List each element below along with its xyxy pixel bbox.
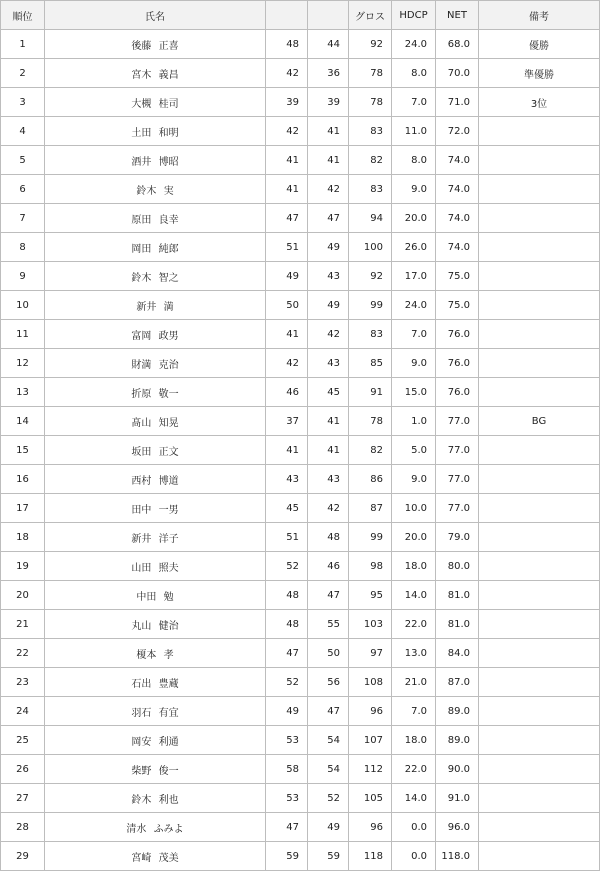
cell-name: 後藤 正喜 <box>45 30 266 59</box>
cell-gross: 98 <box>349 552 392 581</box>
cell-gross: 82 <box>349 436 392 465</box>
header-row <box>1 1 600 30</box>
table-row <box>1 784 600 813</box>
cell-net: 74.0 <box>436 146 479 175</box>
cell-gross: 107 <box>349 726 392 755</box>
cell-remarks: BG <box>479 407 600 436</box>
cell-out: 46 <box>266 378 308 407</box>
cell-rank: 12 <box>1 349 45 378</box>
cell-name: 西村 博道 <box>45 465 266 494</box>
cell-gross: 99 <box>349 523 392 552</box>
cell-hdcp: 10.0 <box>392 494 436 523</box>
cell-remarks <box>479 465 600 494</box>
cell-in: 46 <box>308 552 349 581</box>
cell-in: 54 <box>308 726 349 755</box>
cell-in: 43 <box>308 262 349 291</box>
cell-hdcp: 7.0 <box>392 320 436 349</box>
cell-in: 49 <box>308 291 349 320</box>
cell-gross: 91 <box>349 378 392 407</box>
cell-hdcp: 15.0 <box>392 378 436 407</box>
table-row <box>1 59 600 88</box>
table-row <box>1 697 600 726</box>
cell-name: 髙山 知晃 <box>45 407 266 436</box>
cell-out: 48 <box>266 581 308 610</box>
cell-in: 47 <box>308 581 349 610</box>
cell-hdcp: 20.0 <box>392 204 436 233</box>
cell-rank: 5 <box>1 146 45 175</box>
header-out <box>266 1 308 30</box>
cell-net: 96.0 <box>436 813 479 842</box>
cell-remarks <box>479 552 600 581</box>
cell-rank: 27 <box>1 784 45 813</box>
cell-hdcp: 11.0 <box>392 117 436 146</box>
cell-name: 財満 克治 <box>45 349 266 378</box>
cell-remarks <box>479 320 600 349</box>
cell-net: 72.0 <box>436 117 479 146</box>
cell-net: 87.0 <box>436 668 479 697</box>
cell-net: 75.0 <box>436 262 479 291</box>
table-row <box>1 378 600 407</box>
cell-name: 丸山 健治 <box>45 610 266 639</box>
table-row <box>1 842 600 871</box>
header-gross: グロス <box>349 1 392 30</box>
header-net: NET <box>436 1 479 30</box>
table-row <box>1 175 600 204</box>
cell-in: 55 <box>308 610 349 639</box>
cell-name: 鈴木 智之 <box>45 262 266 291</box>
cell-out: 47 <box>266 639 308 668</box>
cell-gross: 100 <box>349 233 392 262</box>
cell-net: 76.0 <box>436 349 479 378</box>
cell-remarks <box>479 523 600 552</box>
cell-name: 宮木 義昌 <box>45 59 266 88</box>
cell-rank: 2 <box>1 59 45 88</box>
table-row <box>1 88 600 117</box>
cell-remarks <box>479 581 600 610</box>
cell-in: 43 <box>308 349 349 378</box>
cell-rank: 17 <box>1 494 45 523</box>
cell-rank: 29 <box>1 842 45 871</box>
table-row <box>1 349 600 378</box>
cell-name: 中田 勉 <box>45 581 266 610</box>
cell-net: 74.0 <box>436 175 479 204</box>
cell-gross: 118 <box>349 842 392 871</box>
cell-remarks <box>479 726 600 755</box>
cell-in: 39 <box>308 88 349 117</box>
cell-net: 76.0 <box>436 378 479 407</box>
cell-in: 50 <box>308 639 349 668</box>
table-row <box>1 726 600 755</box>
cell-out: 52 <box>266 552 308 581</box>
cell-rank: 9 <box>1 262 45 291</box>
cell-remarks <box>479 349 600 378</box>
cell-hdcp: 9.0 <box>392 349 436 378</box>
cell-name: 岡安 利通 <box>45 726 266 755</box>
cell-net: 74.0 <box>436 204 479 233</box>
cell-hdcp: 21.0 <box>392 668 436 697</box>
table-row <box>1 146 600 175</box>
cell-net: 90.0 <box>436 755 479 784</box>
cell-out: 49 <box>266 262 308 291</box>
cell-gross: 85 <box>349 349 392 378</box>
cell-name: 榎本 孝 <box>45 639 266 668</box>
cell-in: 42 <box>308 175 349 204</box>
cell-hdcp: 17.0 <box>392 262 436 291</box>
cell-remarks <box>479 146 600 175</box>
cell-net: 81.0 <box>436 581 479 610</box>
header-name: 氏名 <box>45 1 266 30</box>
cell-name: 鈴木 実 <box>45 175 266 204</box>
cell-net: 80.0 <box>436 552 479 581</box>
table-row <box>1 668 600 697</box>
cell-hdcp: 24.0 <box>392 30 436 59</box>
cell-out: 41 <box>266 175 308 204</box>
cell-name: 折原 敬一 <box>45 378 266 407</box>
cell-gross: 95 <box>349 581 392 610</box>
cell-hdcp: 0.0 <box>392 813 436 842</box>
cell-hdcp: 5.0 <box>392 436 436 465</box>
cell-net: 76.0 <box>436 320 479 349</box>
table-row <box>1 233 600 262</box>
cell-remarks <box>479 813 600 842</box>
cell-rank: 26 <box>1 755 45 784</box>
cell-net: 118.0 <box>436 842 479 871</box>
cell-rank: 19 <box>1 552 45 581</box>
cell-hdcp: 7.0 <box>392 88 436 117</box>
table-row <box>1 204 600 233</box>
cell-out: 48 <box>266 30 308 59</box>
cell-in: 41 <box>308 117 349 146</box>
cell-in: 42 <box>308 494 349 523</box>
cell-hdcp: 13.0 <box>392 639 436 668</box>
table-body <box>1 30 600 871</box>
cell-name: 新井 洋子 <box>45 523 266 552</box>
table-row <box>1 291 600 320</box>
cell-net: 77.0 <box>436 494 479 523</box>
cell-remarks <box>479 378 600 407</box>
cell-in: 52 <box>308 784 349 813</box>
cell-gross: 87 <box>349 494 392 523</box>
cell-hdcp: 9.0 <box>392 465 436 494</box>
cell-hdcp: 14.0 <box>392 784 436 813</box>
cell-out: 41 <box>266 320 308 349</box>
cell-in: 45 <box>308 378 349 407</box>
cell-name: 土田 和明 <box>45 117 266 146</box>
cell-out: 51 <box>266 523 308 552</box>
cell-remarks <box>479 697 600 726</box>
cell-rank: 28 <box>1 813 45 842</box>
cell-net: 89.0 <box>436 697 479 726</box>
cell-gross: 112 <box>349 755 392 784</box>
cell-gross: 97 <box>349 639 392 668</box>
cell-net: 75.0 <box>436 291 479 320</box>
cell-remarks <box>479 755 600 784</box>
cell-remarks: 準優勝 <box>479 59 600 88</box>
cell-gross: 92 <box>349 262 392 291</box>
cell-name: 羽石 有宜 <box>45 697 266 726</box>
table-row <box>1 813 600 842</box>
cell-rank: 18 <box>1 523 45 552</box>
table-row <box>1 262 600 291</box>
cell-gross: 108 <box>349 668 392 697</box>
cell-out: 58 <box>266 755 308 784</box>
cell-remarks <box>479 784 600 813</box>
table-row <box>1 436 600 465</box>
cell-out: 47 <box>266 204 308 233</box>
cell-remarks <box>479 842 600 871</box>
cell-out: 49 <box>266 697 308 726</box>
cell-net: 91.0 <box>436 784 479 813</box>
cell-rank: 16 <box>1 465 45 494</box>
cell-gross: 99 <box>349 291 392 320</box>
cell-in: 48 <box>308 523 349 552</box>
cell-name: 宮崎 茂美 <box>45 842 266 871</box>
cell-in: 36 <box>308 59 349 88</box>
cell-name: 田中 一男 <box>45 494 266 523</box>
cell-name: 清水 ふみよ <box>45 813 266 842</box>
cell-net: 77.0 <box>436 407 479 436</box>
cell-name: 原田 良幸 <box>45 204 266 233</box>
cell-net: 81.0 <box>436 610 479 639</box>
cell-rank: 25 <box>1 726 45 755</box>
cell-rank: 1 <box>1 30 45 59</box>
table-row <box>1 523 600 552</box>
cell-out: 50 <box>266 291 308 320</box>
cell-rank: 21 <box>1 610 45 639</box>
cell-remarks <box>479 204 600 233</box>
cell-name: 坂田 正文 <box>45 436 266 465</box>
cell-hdcp: 1.0 <box>392 407 436 436</box>
cell-out: 53 <box>266 726 308 755</box>
cell-gross: 83 <box>349 175 392 204</box>
cell-remarks <box>479 262 600 291</box>
table-row <box>1 465 600 494</box>
cell-net: 79.0 <box>436 523 479 552</box>
table-row <box>1 639 600 668</box>
cell-rank: 14 <box>1 407 45 436</box>
cell-net: 77.0 <box>436 436 479 465</box>
table-row <box>1 755 600 784</box>
cell-in: 42 <box>308 320 349 349</box>
cell-remarks <box>479 494 600 523</box>
cell-remarks <box>479 175 600 204</box>
cell-net: 89.0 <box>436 726 479 755</box>
cell-name: 柴野 俊一 <box>45 755 266 784</box>
cell-net: 77.0 <box>436 465 479 494</box>
cell-hdcp: 26.0 <box>392 233 436 262</box>
cell-name: 富岡 政男 <box>45 320 266 349</box>
header-hdcp: HDCP <box>392 1 436 30</box>
cell-hdcp: 9.0 <box>392 175 436 204</box>
table-row <box>1 320 600 349</box>
cell-out: 53 <box>266 784 308 813</box>
cell-hdcp: 8.0 <box>392 146 436 175</box>
cell-in: 41 <box>308 436 349 465</box>
cell-remarks: 3位 <box>479 88 600 117</box>
cell-name: 酒井 博昭 <box>45 146 266 175</box>
cell-net: 74.0 <box>436 233 479 262</box>
cell-gross: 78 <box>349 88 392 117</box>
table-row <box>1 117 600 146</box>
cell-out: 39 <box>266 88 308 117</box>
table-row <box>1 407 600 436</box>
cell-gross: 78 <box>349 407 392 436</box>
cell-remarks <box>479 117 600 146</box>
cell-rank: 23 <box>1 668 45 697</box>
cell-hdcp: 22.0 <box>392 755 436 784</box>
cell-in: 47 <box>308 204 349 233</box>
cell-in: 41 <box>308 407 349 436</box>
cell-hdcp: 8.0 <box>392 59 436 88</box>
header-in <box>308 1 349 30</box>
cell-gross: 96 <box>349 697 392 726</box>
cell-rank: 22 <box>1 639 45 668</box>
cell-in: 43 <box>308 465 349 494</box>
cell-remarks <box>479 668 600 697</box>
cell-name: 岡田 純郎 <box>45 233 266 262</box>
cell-gross: 78 <box>349 59 392 88</box>
cell-rank: 20 <box>1 581 45 610</box>
cell-remarks <box>479 436 600 465</box>
cell-hdcp: 24.0 <box>392 291 436 320</box>
cell-in: 49 <box>308 813 349 842</box>
cell-out: 48 <box>266 610 308 639</box>
cell-rank: 15 <box>1 436 45 465</box>
cell-rank: 11 <box>1 320 45 349</box>
cell-out: 47 <box>266 813 308 842</box>
cell-hdcp: 18.0 <box>392 552 436 581</box>
cell-in: 47 <box>308 697 349 726</box>
cell-name: 大槻 桂司 <box>45 88 266 117</box>
cell-gross: 86 <box>349 465 392 494</box>
cell-hdcp: 0.0 <box>392 842 436 871</box>
cell-name: 鈴木 利也 <box>45 784 266 813</box>
cell-hdcp: 14.0 <box>392 581 436 610</box>
cell-gross: 83 <box>349 320 392 349</box>
table-row <box>1 494 600 523</box>
cell-in: 44 <box>308 30 349 59</box>
cell-hdcp: 18.0 <box>392 726 436 755</box>
header-remarks: 備考 <box>479 1 600 30</box>
cell-out: 42 <box>266 349 308 378</box>
cell-name: 山田 照夫 <box>45 552 266 581</box>
cell-remarks <box>479 639 600 668</box>
cell-hdcp: 20.0 <box>392 523 436 552</box>
cell-in: 41 <box>308 146 349 175</box>
cell-gross: 83 <box>349 117 392 146</box>
cell-in: 56 <box>308 668 349 697</box>
cell-net: 70.0 <box>436 59 479 88</box>
cell-out: 52 <box>266 668 308 697</box>
cell-out: 41 <box>266 146 308 175</box>
cell-hdcp: 22.0 <box>392 610 436 639</box>
cell-out: 59 <box>266 842 308 871</box>
cell-in: 59 <box>308 842 349 871</box>
cell-remarks <box>479 291 600 320</box>
cell-out: 37 <box>266 407 308 436</box>
cell-rank: 7 <box>1 204 45 233</box>
table-row <box>1 581 600 610</box>
cell-out: 45 <box>266 494 308 523</box>
cell-gross: 103 <box>349 610 392 639</box>
cell-remarks: 優勝 <box>479 30 600 59</box>
table-row <box>1 30 600 59</box>
cell-rank: 8 <box>1 233 45 262</box>
cell-gross: 105 <box>349 784 392 813</box>
cell-name: 石出 豊蔵 <box>45 668 266 697</box>
cell-out: 42 <box>266 117 308 146</box>
cell-rank: 13 <box>1 378 45 407</box>
cell-net: 71.0 <box>436 88 479 117</box>
cell-in: 49 <box>308 233 349 262</box>
cell-hdcp: 7.0 <box>392 697 436 726</box>
cell-in: 54 <box>308 755 349 784</box>
cell-gross: 94 <box>349 204 392 233</box>
cell-out: 51 <box>266 233 308 262</box>
cell-gross: 82 <box>349 146 392 175</box>
cell-out: 42 <box>266 59 308 88</box>
cell-rank: 6 <box>1 175 45 204</box>
cell-net: 68.0 <box>436 30 479 59</box>
cell-remarks <box>479 233 600 262</box>
cell-out: 41 <box>266 436 308 465</box>
cell-net: 84.0 <box>436 639 479 668</box>
cell-rank: 4 <box>1 117 45 146</box>
header-rank: 順位 <box>1 1 45 30</box>
cell-out: 43 <box>266 465 308 494</box>
cell-gross: 96 <box>349 813 392 842</box>
cell-rank: 10 <box>1 291 45 320</box>
cell-gross: 92 <box>349 30 392 59</box>
cell-remarks <box>479 610 600 639</box>
cell-rank: 24 <box>1 697 45 726</box>
cell-name: 新井 満 <box>45 291 266 320</box>
cell-rank: 3 <box>1 88 45 117</box>
table-row <box>1 610 600 639</box>
table-row <box>1 552 600 581</box>
